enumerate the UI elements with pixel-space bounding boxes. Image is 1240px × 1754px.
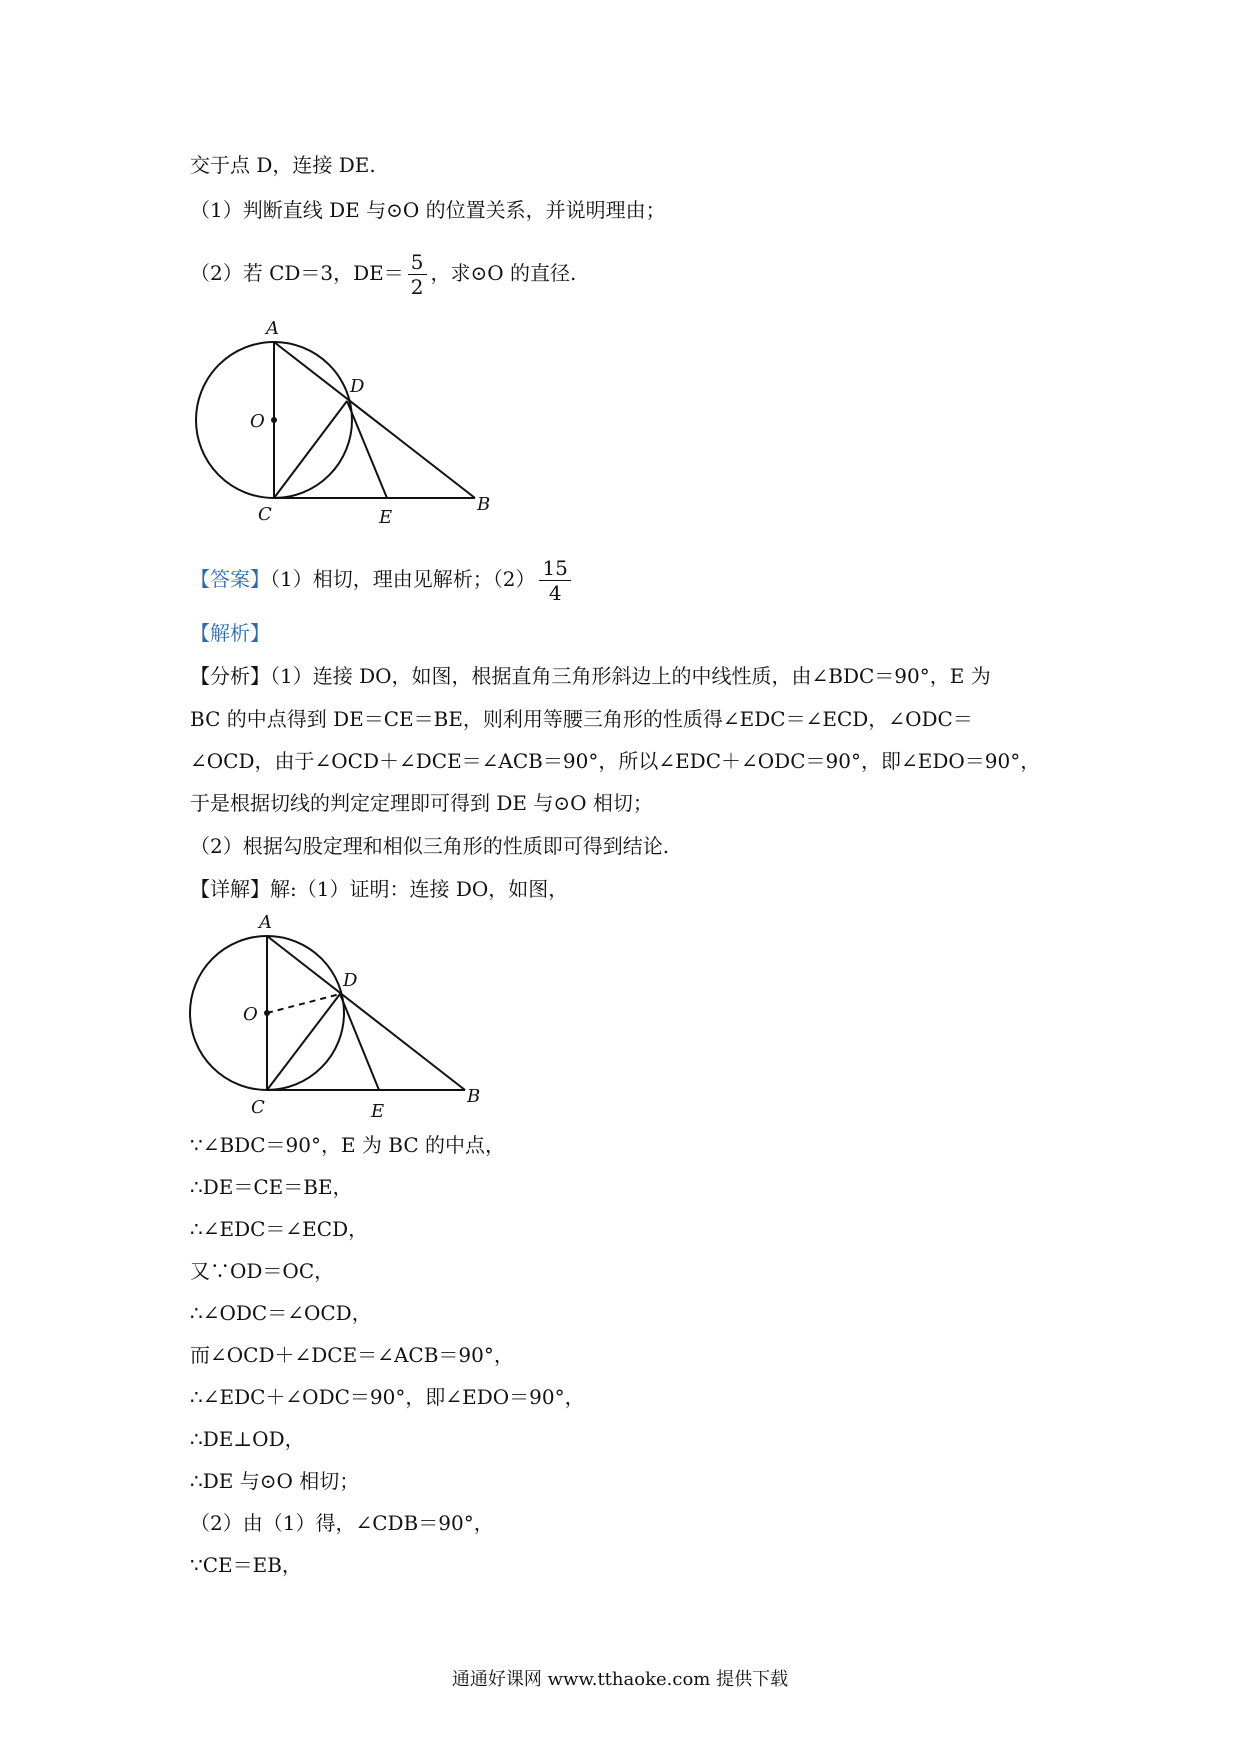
problem-line-1: 交于点 D，连接 DE. <box>190 153 376 177</box>
analysis-line: 【详解】解:（1）证明：连接 DO，如图， <box>190 877 569 901</box>
segment-cd <box>274 401 347 498</box>
label-b: B <box>477 494 491 515</box>
answer-fraction <box>539 556 570 605</box>
proof-line: ∵CE＝EB， <box>190 1553 302 1577</box>
answer <box>190 556 575 605</box>
label-b: B <box>467 1086 481 1107</box>
geometry-figure-1 <box>180 310 510 530</box>
segment-cd <box>267 994 340 1090</box>
label-d: D <box>343 970 358 991</box>
segment-de <box>347 401 387 498</box>
proof-line: ∵∠BDC＝90°，E 为 BC 的中点， <box>190 1133 506 1157</box>
label-c: C <box>251 1097 265 1118</box>
proof-line: 而∠OCD＋∠DCE＝∠ACB＝90°， <box>190 1343 514 1367</box>
proof-line: ∴DE 与⊙O 相切； <box>190 1469 360 1493</box>
proof-line: ∴∠EDC＋∠ODC＝90°，即∠EDO＝90°， <box>190 1385 585 1409</box>
label-o: O <box>250 411 265 432</box>
segment-ab <box>274 342 475 498</box>
analysis-line: （2）根据勾股定理和相似三角形的性质即可得到结论. <box>190 834 670 858</box>
label-e: E <box>371 1101 385 1122</box>
proof-line: ∴∠ODC＝∠OCD， <box>190 1301 372 1325</box>
segment-od-dashed <box>267 994 340 1013</box>
question-2-prefix: （2）若 CD＝3，DE＝ <box>190 261 404 285</box>
label-o: O <box>243 1004 258 1025</box>
center-point-o <box>271 417 277 423</box>
label-e: E <box>379 507 393 528</box>
center-point-o <box>264 1010 270 1016</box>
question-2-suffix: ，求⊙O 的直径. <box>430 261 577 285</box>
proof-line: ∴∠EDC＝∠ECD， <box>190 1217 369 1241</box>
proof-line: 又∵OD＝OC， <box>190 1259 335 1283</box>
page-footer: 通通好课网 www.tthaoke.com 提供下载 <box>451 1669 789 1690</box>
analysis-line: ∠OCD，由于∠OCD＋∠DCE＝∠ACB＝90°，所以∠EDC＋∠ODC＝90°，即∠EDO＝90°， <box>190 749 1041 773</box>
answer-numerator: 15 <box>539 556 570 581</box>
fraction-denominator: 2 <box>410 275 424 299</box>
analysis-line: 于是根据切线的判定定理即可得到 DE 与⊙O 相切； <box>190 791 653 815</box>
label-d: D <box>350 376 365 397</box>
proof-line: ∴DE＝CE＝BE， <box>190 1175 353 1199</box>
label-a: A <box>266 318 279 339</box>
analysis-line: BC 的中点得到 DE＝CE＝BE，则利用等腰三角形的性质得∠EDC＝∠ECD，∠ODC＝ <box>190 707 973 731</box>
analysis-line: 【分析】（1）连接 DO，如图，根据直角三角形斜边上的中线性质，由∠BDC＝90°，E 为 <box>190 664 991 688</box>
proof-line: （2）由（1）得，∠CDB＝90°， <box>190 1511 494 1535</box>
answer-text: （1）相切，理由见解析；（2） <box>270 567 536 591</box>
analysis-tag: 【解析】 <box>190 621 270 645</box>
answer-tag: 【答案】 <box>190 567 270 591</box>
fraction-numerator: 5 <box>408 250 427 275</box>
proof-line: ∴DE⊥OD， <box>190 1427 305 1451</box>
question-1: （1）判断直线 DE 与⊙O 的位置关系，并说明理由； <box>190 198 666 222</box>
label-a: A <box>259 912 272 933</box>
segment-ab <box>267 936 465 1090</box>
label-c: C <box>258 504 272 525</box>
answer-denominator: 4 <box>548 581 562 605</box>
question-2 <box>190 250 576 299</box>
fraction-de <box>408 250 427 299</box>
geometry-figure-2 <box>175 910 505 1125</box>
